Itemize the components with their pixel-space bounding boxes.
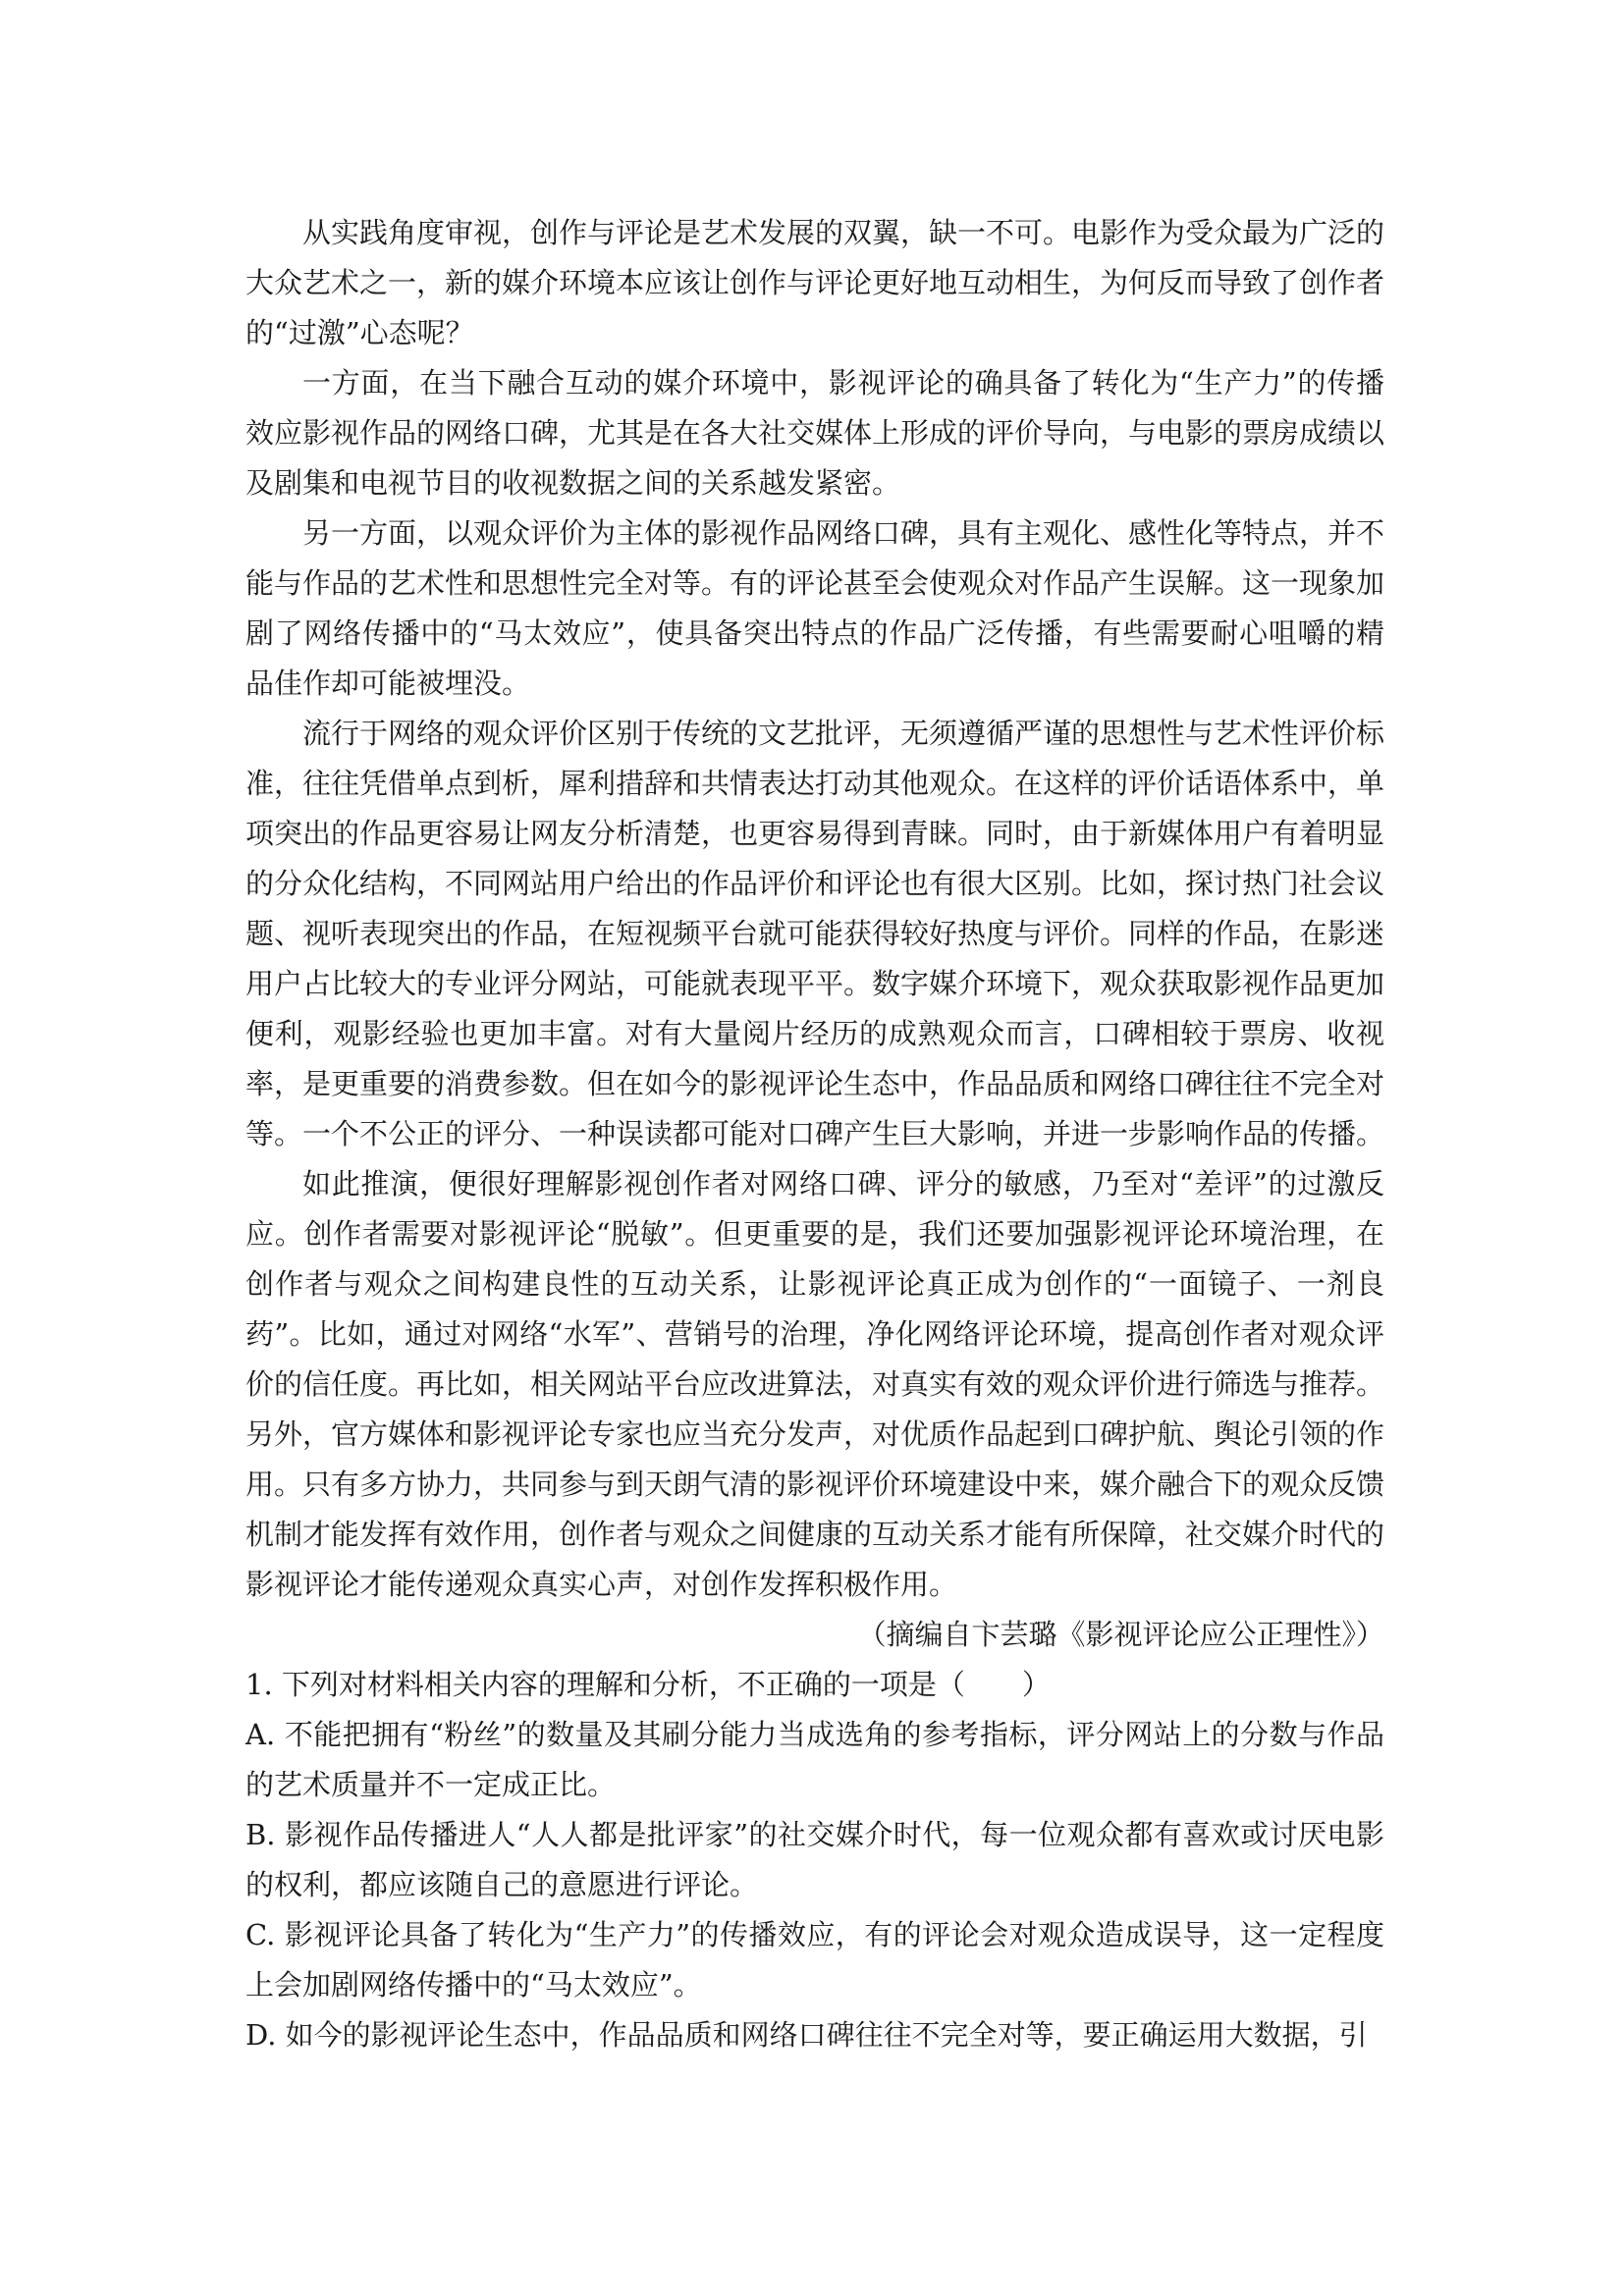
option-d: D. 如今的影视评论生态中，作品品质和网络口碑往往不完全对等，要正确运用大数据，引 — [245, 2018, 1368, 2052]
question-stem: 1. 下列对材料相关内容的理解和分析，不正确的一项是（ ） — [245, 1668, 1051, 1701]
article-paragraph-1: 从实践角度审视，创作与评论是艺术发展的双翼，缺一不可。电影作为受众最为广泛的大众艺术之一，新的媒介环境本应该让创作与评论更好地互动相生，为何反而导致了创作者的“过激”心态呢？ — [245, 216, 1385, 349]
article-paragraph-2: 一方面，在当下融合互动的媒介环境中，影视评论的确具备了转化为“生产力”的传播效应影视作品的网络口碑，尤其是在各大社交媒体上形成的评价导向，与电影的票房成绩以及剧集和电视节目的收视数据之间的关系越发紧密。 — [245, 366, 1385, 500]
option-b: B. 影视作品传播进人“人人都是批评家”的社交媒介时代，每一位观众都有喜欢或讨厌电影的权利，都应该随自己的意愿进行评论。 — [245, 1818, 1384, 1901]
option-c: C. 影视评论具备了转化为“生产力”的传播效应，有的评论会对观众造成误导，这一定程度上会加剧网络传播中的“马太效应”。 — [245, 1918, 1384, 2002]
article-paragraph-5: 如此推演，便很好理解影视创作者对网络口碑、评分的敏感，乃至对“差评”的过激反应。创作者需要对影视评论“脱敏”。但更重要的是，我们还要加强影视评论环境治理，在创作者与观众之间构建良性的互动关系，让影视评论真正成为创作的“一面镜子、一剂良药”。比如，通过对网络“水军”、营销号的治理，净化网络评论环境，提高创作者对观众评价的信任度。再比如，相关网站平台应改进算法，对真实有效的观众评价进行筛选与推荐。另外，官方媒体和影视评论专家也应当充分发声，对优质作品起到口碑护航、舆论引领的作用。只有多方协力，共同参与到天朗气清的影视评价环境建设中来，媒介融合下的观众反馈机制才能发挥有效作用，创作者与观众之间健康的互动关系才能有所保障，社交媒介时代的影视评论才能传递观众真实心声，对创作发挥积极作用。 — [245, 1167, 1385, 1601]
option-a: A. 不能把拥有“粉丝”的数量及其刷分能力当成选角的参考指标，评分网站上的分数与作品的艺术质量并不一定成正比。 — [245, 1718, 1384, 1801]
article-paragraph-4: 流行于网络的观众评价区别于传统的文艺批评，无须遵循严谨的思想性与艺术性评价标准，往往凭借单点到析，犀利措辞和共情表达打动其他观众。在这样的评价话语体系中，单项突出的作品更容易让网友分析清楚，也更容易得到青睐。同时，由于新媒体用户有着明显的分众化结构，不同网站用户给出的作品评价和评论也有很大区别。比如，探讨热门社会议题、视听表现突出的作品，在短视频平台就可能获得较好热度与评价。同样的作品，在影迷用户占比较大的专业评分网站，可能就表现平平。数字媒介环境下，观众获取影视作品更加便利，观影经验也更加丰富。对有大量阅片经历的成熟观众而言，口碑相较于票房、收视率，是更重要的消费参数。但在如今的影视评论生态中，作品品质和网络口碑往往不完全对等。一个不公正的评分、一种误读都可能对口碑产生巨大影响，并进一步影响作品的传播。 — [245, 717, 1385, 1150]
article-paragraph-3: 另一方面，以观众评价为主体的影视作品网络口碑，具有主观化、感性化等特点，并不能与作品的艺术性和思想性完全对等。有的评论甚至会使观众对作品产生误解。这一现象加剧了网络传播中的“马太效应”，使具备突出特点的作品广泛传播，有些需要耐心咀嚼的精品佳作却可能被埋没。 — [245, 516, 1385, 700]
article-source: （摘编自卞芸璐《影视评论应公正理性》） — [857, 1618, 1384, 1651]
document-page — [245, 208, 1384, 2060]
